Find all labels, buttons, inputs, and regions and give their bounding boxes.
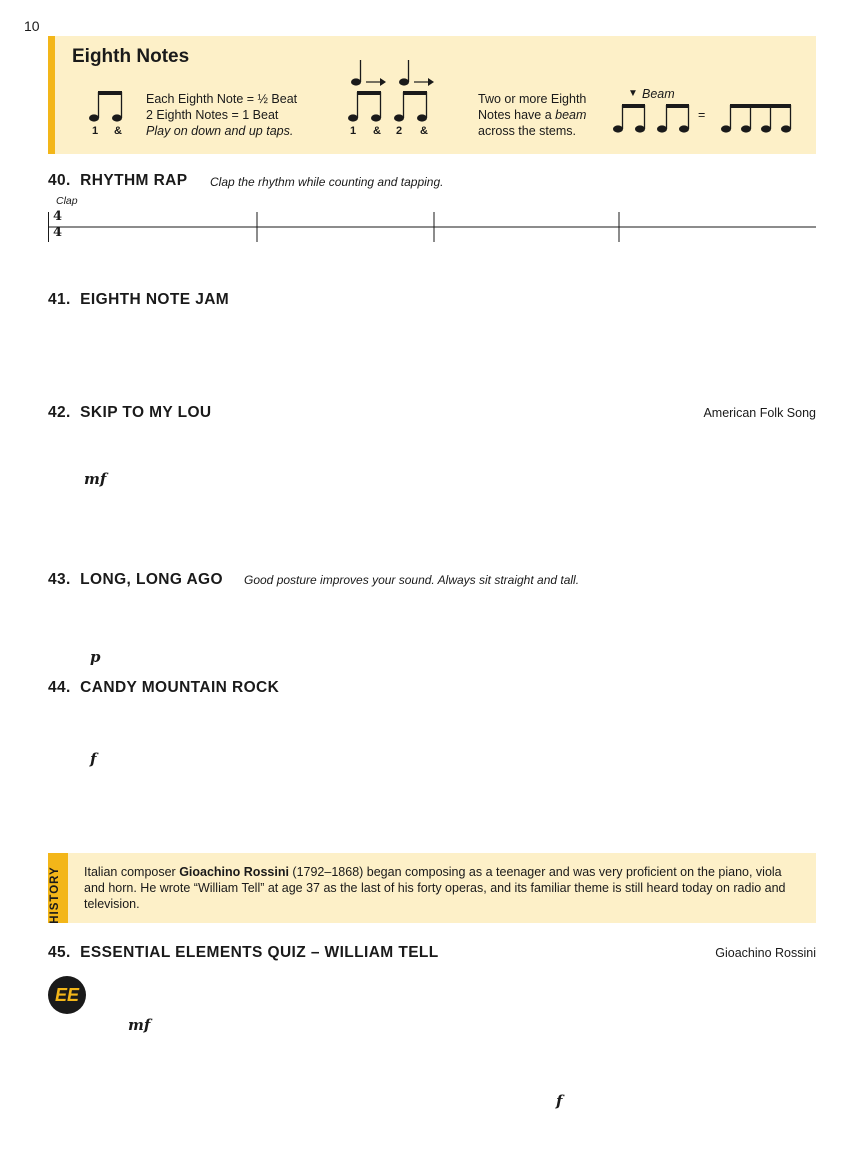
count-label: 1 [92, 125, 99, 137]
page-number: 10 [24, 18, 40, 34]
eighth-note-definition: Each Eighth Note = ½ Beat [146, 92, 298, 106]
exercise-40-title: 40. RHYTHM RAP [48, 172, 188, 189]
music-staff-45-line1 [92, 965, 818, 1020]
dynamic-marking: mf [128, 1016, 151, 1034]
history-label: HISTORY [49, 866, 61, 924]
time-signature: 4 [53, 209, 63, 224]
count-label: 2 [396, 125, 403, 137]
exercise-44-title: 44. CANDY MOUNTAIN ROCK [48, 679, 280, 696]
eighth-notes-title: Eighth Notes [72, 46, 190, 67]
exercise-42-title: 42. SKIP TO MY LOU [48, 404, 212, 421]
beam-arrow-icon: ▼ [628, 88, 638, 99]
music-staff-41 [48, 312, 818, 364]
dynamic-marking: f [90, 750, 97, 768]
counting-row-40 [0, 250, 864, 266]
count-label: 1 [350, 125, 357, 137]
beam-label: Beam [642, 87, 675, 101]
music-staff-45-line2 [48, 1048, 818, 1103]
exercise-43-title: 43. LONG, LONG AGO [48, 571, 223, 588]
count-label: & [114, 125, 122, 137]
music-staff-42-line1 [48, 425, 818, 480]
quarter-vs-eighth-figure [346, 58, 436, 126]
counting-row-41 [0, 364, 864, 380]
count-label: & [420, 125, 428, 137]
eighth-note-instruction: Play on down and up taps. [146, 124, 294, 138]
composer-credit: Gioachino Rossini [715, 946, 816, 960]
exercise-43-instruction: Good posture improves your sound. Always sit straight and tall. [244, 573, 580, 587]
rhythm-staff-40 [48, 208, 818, 246]
dynamic-marking: f [556, 1092, 563, 1110]
music-staff-44-line2 [48, 782, 818, 837]
history-text: Italian composer Gioachino Rossini (1792–1868) began composing as a teenager and was very proficient on the piano, viola and horn. He wrote “William Tell” at age 37 as the last of his forty operas, and its familiar theme is still heard today on radio and television. [84, 865, 786, 911]
essential-elements-badge-icon: EE [48, 976, 86, 1014]
beam-explanation: Notes have a beam [478, 108, 587, 122]
equals-sign: = [698, 108, 706, 122]
time-signature: 4 [53, 225, 63, 240]
clap-label: Clap [56, 195, 78, 207]
music-staff-44-line1 [48, 700, 818, 755]
eighth-note-definition: 2 Eighth Notes = 1 Beat [146, 108, 279, 122]
eighth-note-pair-figure [88, 88, 128, 124]
exercise-45-title: 45. ESSENTIAL ELEMENTS QUIZ – WILLIAM TELL [48, 944, 439, 961]
panel-accent-bar [48, 36, 55, 154]
music-staff-43 [48, 592, 818, 647]
exercise-41-title: 41. EIGHTH NOTE JAM [48, 291, 230, 308]
dynamic-marking: mf [84, 470, 107, 488]
exercise-40-instruction: Clap the rhythm while counting and tapping. [210, 175, 444, 189]
beam-explanation: Two or more Eighth [478, 92, 587, 106]
composer-credit: American Folk Song [703, 406, 816, 420]
dynamic-marking: p [90, 648, 101, 666]
count-label: & [373, 125, 381, 137]
music-staff-42-line2 [48, 495, 818, 550]
beam-explanation: across the stems. [478, 124, 576, 138]
